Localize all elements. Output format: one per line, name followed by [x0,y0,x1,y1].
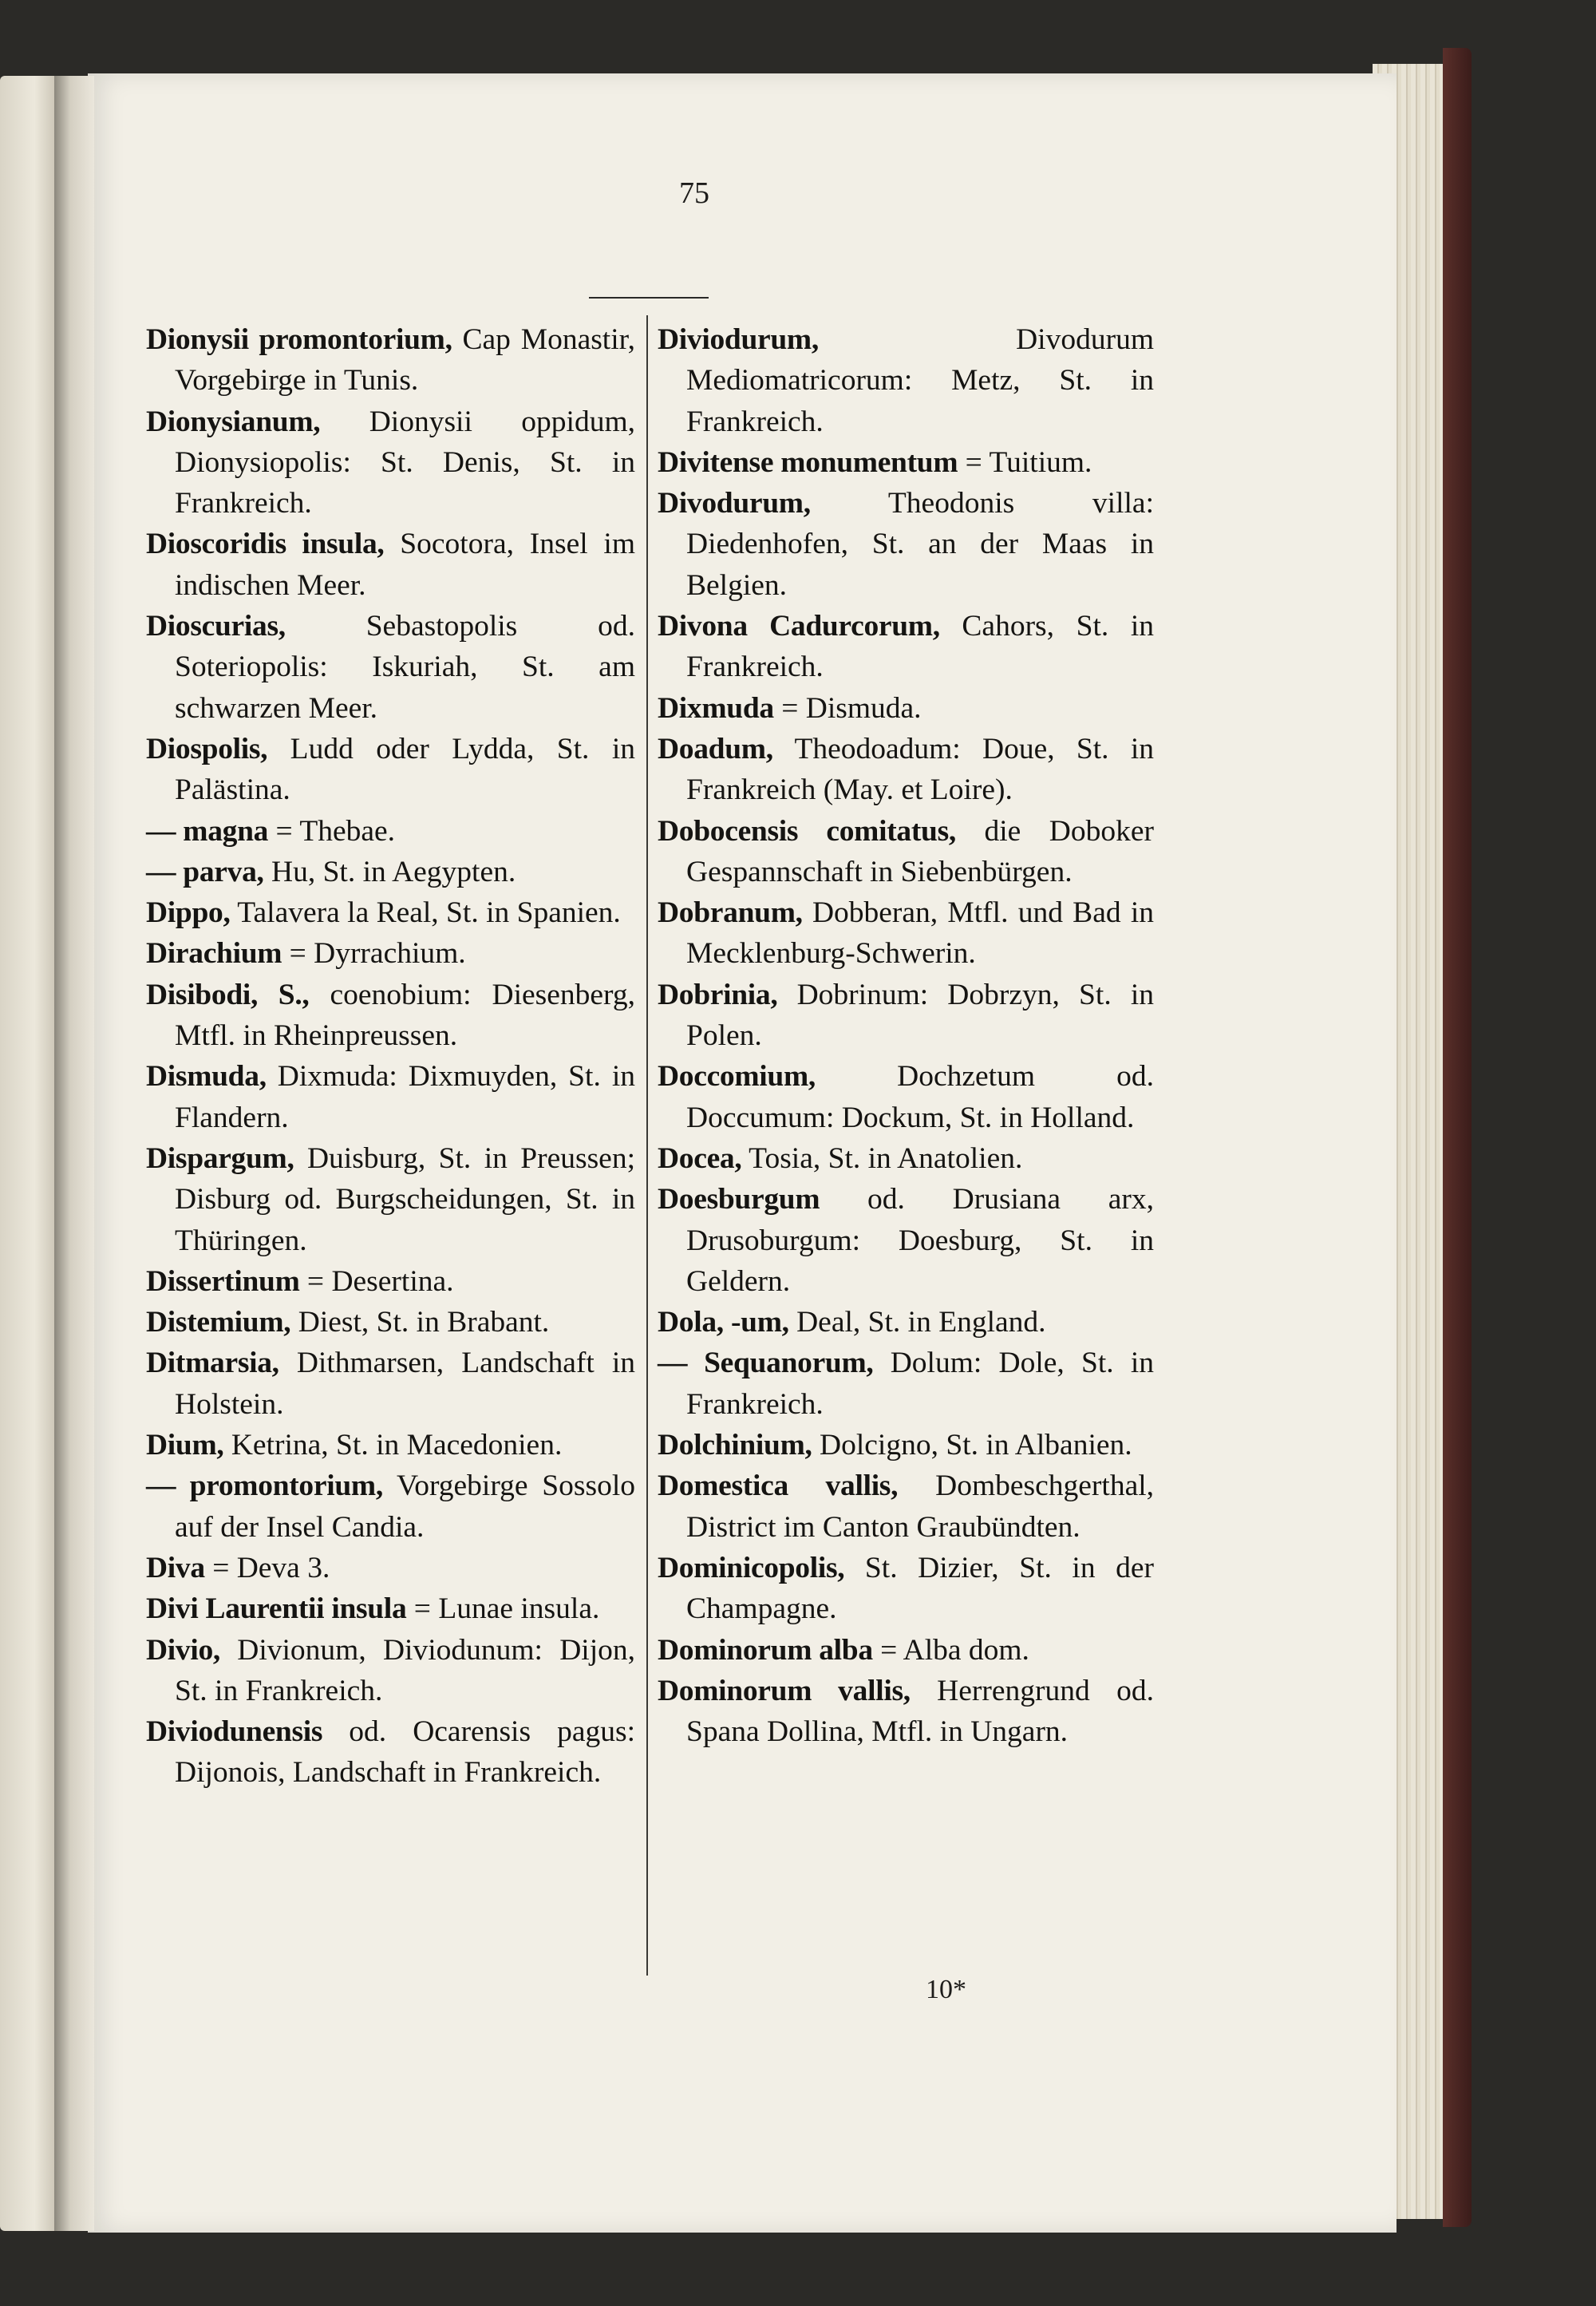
entry-headword: — parva, [146,855,264,888]
dictionary-entry [658,606,1154,688]
dictionary-entry [146,1711,635,1794]
entry-headword: Divi Laurentii insula [146,1592,407,1626]
entry-headword: Dionysianum, [146,405,321,438]
dictionary-entry [658,1343,1154,1425]
entry-headword: Diviodurum, [658,323,819,356]
entry-definition: Dobberan, Mtfl. und Bad in Mecklenburg-Schwerin. [686,896,1154,971]
entry-definition: Diest, St. in Brabant. [298,1306,550,1339]
dictionary-entry [146,1548,635,1588]
entry-headword: Divitense monumentum [658,445,958,479]
column-divider [646,315,648,1976]
dictionary-entry [658,1425,1154,1465]
dictionary-entry [146,729,635,811]
entry-headword: Dioscoridis insula, [146,528,385,561]
entry-headword: Dolchinium, [658,1429,812,1462]
entry-definition: Tosia, St. in Anatolien. [749,1141,1023,1175]
entry-definition: = Thebae. [275,814,396,848]
entry-headword: Doccomium, [658,1060,816,1094]
entry-headword: Dirachium [146,937,282,971]
entry-definition: Cap Monastir, Vorgebirge in Tunis. [175,323,635,398]
entry-definition: = Deva 3. [212,1551,330,1584]
entry-headword: Dippo, [146,896,231,930]
entry-definition: Hu, St. in Aegypten. [271,855,516,888]
entry-headword: Ditmarsia, [146,1347,279,1380]
entry-headword: Dispargum, [146,1141,294,1175]
entry-definition: Talavera la Real, St. in Spanien. [237,896,621,930]
entry-headword: Divodurum, [658,487,811,520]
dictionary-entry [146,1588,635,1629]
left-column [146,319,635,1794]
entry-headword: Dobranum, [658,896,803,930]
entry-definition: Dixmuda: Dixmuyden, St. in Flandern. [175,1060,635,1134]
entry-headword: Dobocensis comitatus, [658,814,956,848]
dictionary-entry [146,1302,635,1343]
entry-headword: Disibodi, S., [146,978,310,1011]
entry-definition: Dochzetum od. Doccumum: Dockum, St. in Holland. [686,1060,1154,1134]
signature-mark: 10* [926,1975,966,2004]
dictionary-entry [658,483,1154,606]
entry-definition: Dolcigno, St. in Albanien. [820,1429,1132,1462]
book-cover-edge [1443,48,1472,2227]
entry-headword: Docea, [658,1141,742,1175]
dictionary-entry [146,1261,635,1302]
entry-headword: Dola, -um, [658,1306,789,1339]
dictionary-entry [146,606,635,729]
entry-definition: Dithmarsen, Landschaft in Holstein. [175,1347,635,1421]
entry-definition: Divodurum Mediomatricorum: Metz, St. in Frankreich. [686,323,1154,438]
dictionary-entry [658,1465,1154,1548]
dictionary-entry [146,1630,635,1712]
entry-headword: Domestica vallis, [658,1469,899,1503]
entry-definition: = Dyrrachium. [289,937,466,971]
entry-headword: — promontorium, [146,1469,383,1503]
entry-headword: Diviodunensis [146,1715,323,1749]
entry-headword: Dominorum alba [658,1633,873,1667]
entry-headword: — Sequanorum, [658,1347,874,1380]
dictionary-entry [146,811,635,852]
entry-definition: Divionum, Diviodunum: Dijon, St. in Frankreich. [175,1633,636,1707]
entry-headword: — magna [146,814,269,848]
entry-definition: Theodonis villa: Diedenhofen, St. an der Maas in Belgien. [686,487,1154,602]
dictionary-entry [658,1138,1154,1179]
dictionary-entry [658,892,1154,975]
entry-headword: Doesburgum [658,1183,820,1216]
dictionary-entry [658,1671,1154,1753]
entry-headword: Dioscurias, [146,610,286,643]
entry-definition: = Desertina. [306,1264,454,1298]
entry-headword: Diospolis, [146,732,268,765]
entry-definition: Theodoadum: Doue, St. in Frankreich (May. et Loire). [686,732,1155,807]
dictionary-entry [658,811,1154,893]
entry-definition: od. Ocarensis pagus: Dijonois, Landschaft in Frankreich. [175,1715,636,1790]
dictionary-entry [146,1465,635,1548]
entry-definition: = Tuitium. [965,445,1092,479]
dictionary-entry [146,319,635,401]
entry-headword: Divio, [146,1633,220,1667]
right-column [658,319,1154,1752]
entry-headword: Dissertinum [146,1264,300,1298]
entry-headword: Distemium, [146,1306,291,1339]
dictionary-entry [658,319,1154,442]
book-gutter [54,76,94,2231]
entry-definition: = Alba dom. [880,1633,1029,1667]
entry-definition: = Lunae insula. [413,1592,600,1626]
entry-headword: Dium, [146,1429,224,1462]
entry-definition: Dolum: Dole, St. in Frankreich. [686,1347,1155,1421]
entry-definition: Deal, St. in England. [796,1306,1046,1339]
entry-definition: = Dismuda. [781,691,922,725]
dictionary-entry [658,442,1154,483]
entry-definition: od. Drusiana arx, Drusoburgum: Doesburg, St. in Geldern. [686,1183,1154,1298]
header-rule [589,297,709,299]
dictionary-entry [658,688,1154,729]
dictionary-entry [658,729,1154,811]
entry-definition: die Doboker Gespannschaft in Siebenbürgen. [686,814,1155,888]
entry-definition: coenobium: Diesenberg, Mtfl. in Rheinpreussen. [175,978,635,1053]
dictionary-entry [658,1630,1154,1671]
dictionary-entry [658,1302,1154,1343]
page-number: 75 [679,176,709,210]
dictionary-entry [658,1179,1154,1302]
entry-headword: Dismuda, [146,1060,267,1094]
entry-headword: Dobrinia, [658,978,778,1011]
dictionary-entry [146,401,635,524]
dictionary-entry [146,892,635,933]
dictionary-entry [146,1343,635,1425]
entry-headword: Dixmuda [658,691,774,725]
entry-headword: Doadum, [658,732,773,765]
entry-definition: Dombeschgerthal, District im Canton Graubündten. [686,1469,1155,1544]
entry-definition: Vorgebirge Sossolo auf der Insel Candia. [175,1469,636,1544]
entry-definition: Ludd oder Lydda, St. in Palästina. [175,732,635,807]
entry-definition: Sebastopolis od. Soteriopolis: Iskuriah, St. am schwarzen Meer. [175,610,636,725]
entry-definition: Dobrinum: Dobrzyn, St. in Polen. [686,978,1154,1053]
entry-definition: St. Dizier, St. in der Champagne. [686,1551,1155,1626]
dictionary-entry [146,933,635,974]
dictionary-entry [658,1548,1154,1630]
entry-headword: Dionysii promontorium, [146,323,452,356]
dictionary-entry [658,975,1154,1057]
entry-definition: Ketrina, St. in Macedonien. [231,1429,563,1462]
entry-headword: Dominorum vallis, [658,1674,911,1707]
entry-headword: Dominicopolis, [658,1551,845,1584]
entry-definition: Dionysii oppidum, Dionysiopolis: St. Denis, St. in Frankreich. [175,405,635,520]
dictionary-entry [146,1425,635,1465]
previous-page-edge [0,76,57,2231]
entry-headword: Divona Cadurcorum, [658,610,940,643]
entry-definition: Duisburg, St. in Preussen; Disburg od. Burgscheidungen, St. in Thüringen. [175,1141,635,1257]
dictionary-entry [146,524,635,606]
entry-definition: Cahors, St. in Frankreich. [686,610,1155,684]
dictionary-entry [146,975,635,1057]
entry-headword: Diva [146,1551,205,1584]
dictionary-entry [146,1056,635,1138]
dictionary-entry [658,1056,1154,1138]
dictionary-entry [146,852,635,892]
dictionary-entry [146,1138,635,1261]
entry-definition: Herrengrund od. Spana Dollina, Mtfl. in Ungarn. [686,1674,1154,1749]
entry-definition: Socotora, Insel im indischen Meer. [175,528,635,602]
